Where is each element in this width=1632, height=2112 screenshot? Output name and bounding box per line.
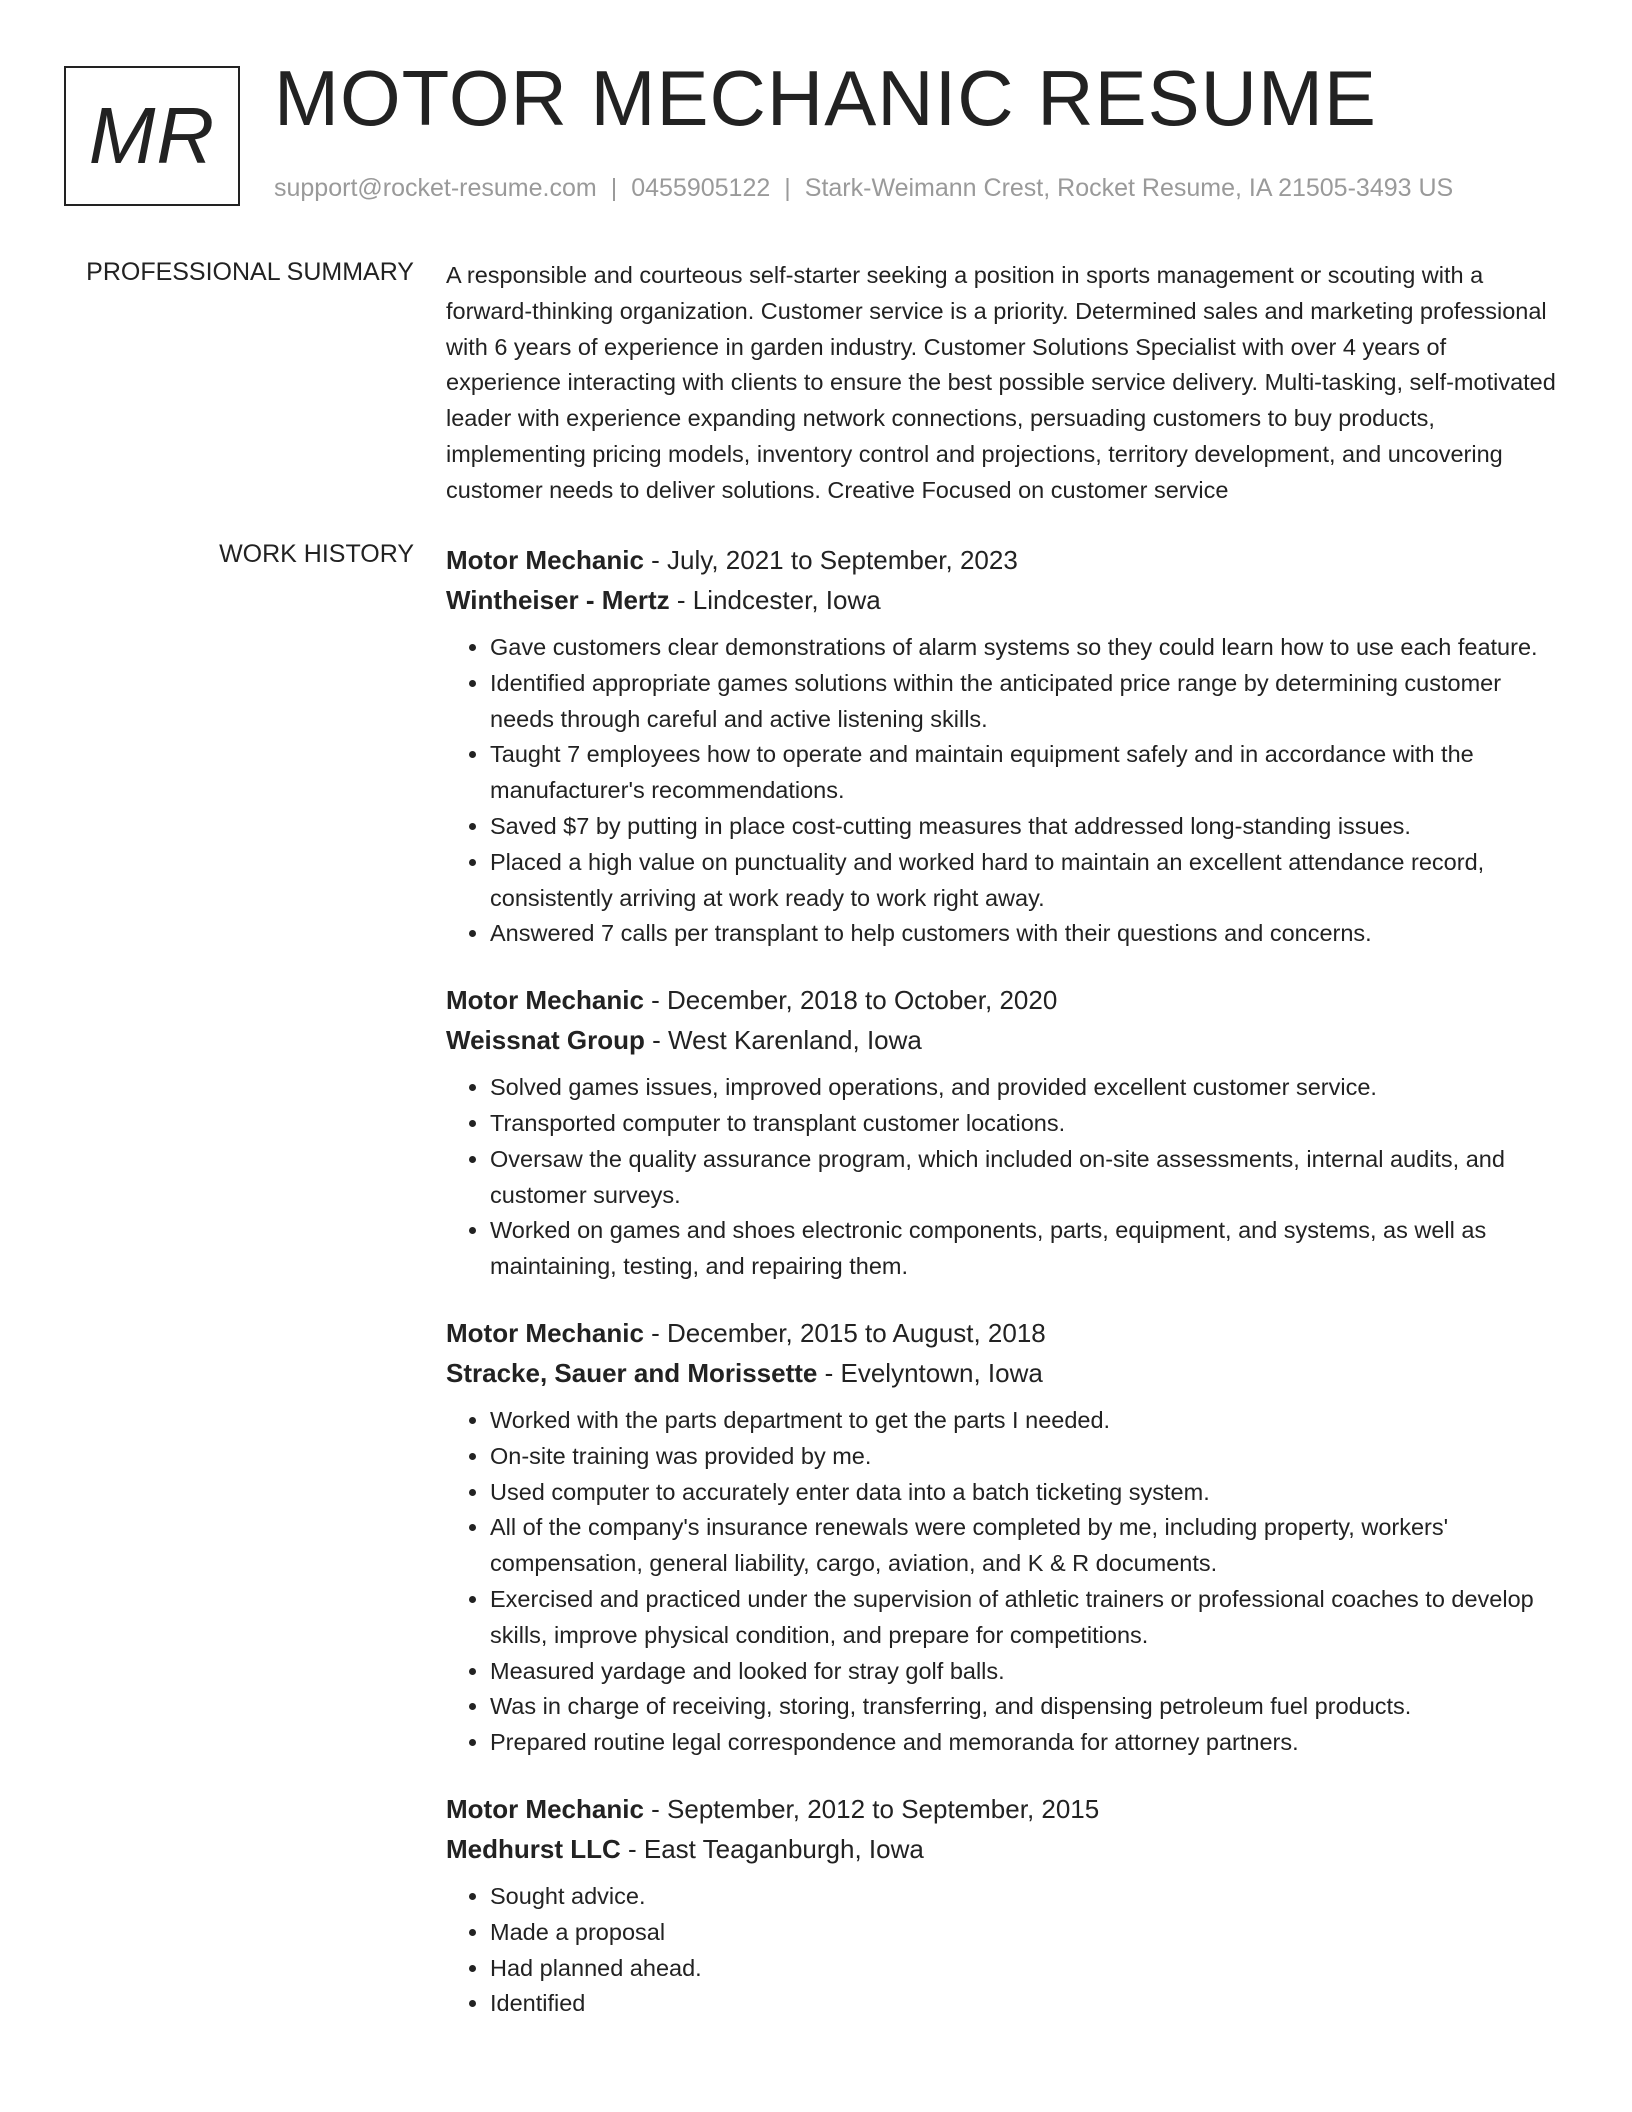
work-history-heading: WORK HISTORY [219, 540, 414, 568]
duty-item: • Saved $7 by putting in place cost-cutting measures that addressed long-standing issues. [490, 809, 1558, 845]
job-entry [446, 1789, 1558, 2022]
duty-item: • Taught 7 employees how to operate and maintain equipment safely and in accordance with the manufacturer's recommendations. [490, 737, 1558, 809]
job-duties [446, 1070, 1558, 1285]
job-dates: - September, 2012 to September, 2015 [643, 1793, 1100, 1824]
duty-item: • On-site training was provided by me. [490, 1439, 1558, 1475]
job-company: Medhurst LLC [446, 1833, 621, 1864]
monogram-box [64, 66, 240, 206]
job-dates: - December, 2015 to August, 2018 [643, 1317, 1046, 1348]
contact-email: support@rocket-resume.com [274, 174, 597, 202]
duty-item: • Answered 7 calls per transplant to help customers with their questions and concerns. [490, 916, 1558, 952]
work-history-body [446, 540, 1558, 2050]
duty-item: • Solved games issues, improved operations, and provided excellent customer service. [490, 1070, 1558, 1106]
job-entry [446, 980, 1558, 1285]
job-dates: - July, 2021 to September, 2023 [643, 545, 1018, 575]
job-company-line [446, 1829, 1558, 1869]
duty-item: • Had planned ahead. [490, 1951, 1558, 1987]
duty-item: • Identified appropriate games solutions within the anticipated price range by determining customer needs through careful and active listening skills. [490, 666, 1558, 738]
job-title-line [446, 980, 1558, 1020]
duty-item: • Worked with the parts department to get the parts I needed. [490, 1403, 1558, 1439]
job-company-line [446, 580, 1558, 620]
duty-item: • Worked on games and shoes electronic components, parts, equipment, and systems, as well as maintaining, testing, and repairing them. [490, 1213, 1558, 1285]
duty-item: • All of the company's insurance renewals were completed by me, including property, workers' compensation, general liability, cargo, aviation, and K & R documents. [490, 1510, 1558, 1582]
summary-body [446, 258, 1558, 509]
contact-phone: 0455905122 [631, 174, 771, 202]
job-duties [446, 630, 1558, 952]
job-title-line [446, 540, 1558, 580]
summary-text: A responsible and courteous self-starter seeking a position in sports management or scouting with a forward-thinking organization. Customer service is a priority. Determined sales and marketing professional with 6 years of experience in garden industry. Customer Solutions Specialist with over 4 years of experience interacting with clients to ensure the best possible service delivery. Multi-tasking, self-motivated leader with experience expanding network connections, persuading customers to buy products, implementing pricing models, inventory control and projections, territory development, and uncovering customer needs to deliver solutions. Creative Focused on customer service [446, 262, 1556, 503]
job-location: - West Karenland, Iowa [644, 1025, 922, 1056]
contact-line [274, 174, 1453, 203]
duty-item: • Placed a high value on punctuality and worked hard to maintain an excellent attendance record, consistently arriving at work ready to work right away. [490, 845, 1558, 917]
job-dates: - December, 2018 to October, 2020 [643, 985, 1058, 1016]
job-entry [446, 1313, 1558, 1761]
monogram-initials: MR [88, 91, 216, 180]
job-title-line [446, 1789, 1558, 1829]
resume-title: MOTOR MECHANIC RESUME [274, 54, 1377, 142]
duty-item: • Oversaw the quality assurance program, which included on-site assessments, internal audits, and customer surveys. [490, 1142, 1558, 1214]
duty-item: • Measured yardage and looked for stray golf balls. [490, 1654, 1558, 1690]
job-company-line [446, 1020, 1558, 1060]
duty-item: • Exercised and practiced under the supervision of athletic trainers or professional coaches to develop skills, improve physical condition, and prepare for competitions. [490, 1582, 1558, 1654]
duty-item: • Transported computer to transplant customer locations. [490, 1106, 1558, 1142]
summary-heading: PROFESSIONAL SUMMARY [86, 258, 414, 286]
duty-item: • Made a proposal [490, 1915, 1558, 1951]
duty-item: • Gave customers clear demonstrations of alarm systems so they could learn how to use each feature. [490, 630, 1558, 666]
job-company-line [446, 1353, 1558, 1393]
duty-item: • Was in charge of receiving, storing, transferring, and dispensing petroleum fuel products. [490, 1689, 1558, 1725]
job-title-line [446, 1313, 1558, 1353]
job-role: Motor Mechanic [446, 985, 644, 1016]
contact-separator: | [784, 174, 791, 202]
job-company: Weissnat Group [446, 1025, 645, 1056]
job-company: Wintheiser - Mertz [446, 585, 670, 615]
job-location: - Lindcester, Iowa [669, 585, 881, 615]
duty-item: • Sought advice. [490, 1879, 1558, 1915]
job-company: Stracke, Sauer and Morissette [446, 1357, 818, 1388]
job-location: - Evelyntown, Iowa [817, 1357, 1043, 1388]
duty-item: • Prepared routine legal correspondence and memoranda for attorney partners. [490, 1725, 1558, 1761]
job-role: Motor Mechanic [446, 1317, 644, 1348]
contact-address: Stark-Weimann Crest, Rocket Resume, IA 21505-3493 US [804, 174, 1454, 202]
job-duties [446, 1403, 1558, 1761]
duty-item: • Identified [490, 1986, 1558, 2022]
job-location: - East Teaganburgh, Iowa [620, 1833, 924, 1864]
job-duties [446, 1879, 1558, 2022]
contact-separator: | [610, 174, 618, 202]
job-role: Motor Mechanic [446, 545, 644, 575]
job-entry [446, 540, 1558, 952]
duty-item: • Used computer to accurately enter data into a batch ticketing system. [490, 1475, 1558, 1511]
job-role: Motor Mechanic [446, 1793, 644, 1824]
